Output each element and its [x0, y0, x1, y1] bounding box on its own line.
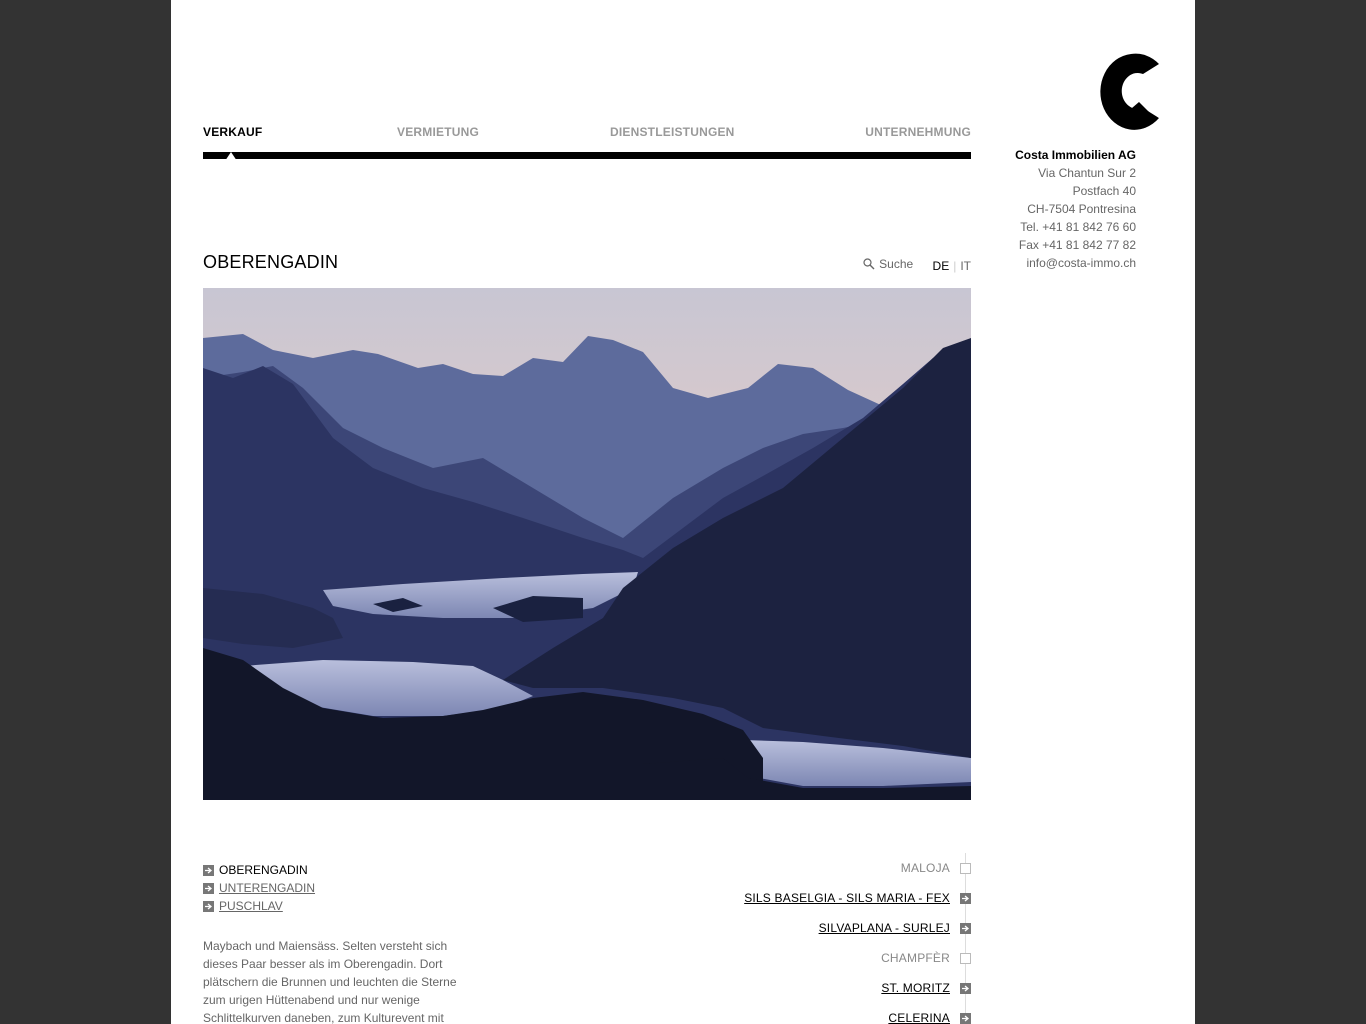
- empty-box-icon: [960, 953, 971, 964]
- arrow-right-box-icon: [203, 901, 214, 912]
- header-tools: [863, 257, 971, 273]
- lang-it[interactable]: IT: [960, 259, 971, 273]
- arrow-right-box-icon: [203, 865, 214, 876]
- page-container: [171, 0, 1195, 1024]
- place-label: ST. MORITZ: [881, 981, 950, 995]
- region-label: PUSCHLAV: [219, 899, 283, 913]
- nav-dienstleistungen[interactable]: DIENSTLEISTUNGEN: [610, 125, 735, 139]
- place-item-silvaplana[interactable]: [819, 919, 971, 937]
- region-description: Maybach und Maiensäss. Selten versteht sich dieses Paar besser als im Oberengadin. Dort plätschern die Brunnen und leuchten die Sterne zum urigen Hüttenabend und nur wenige Schlittelkurven daneben, zum Kulturevent mit: [203, 939, 457, 1024]
- company-address: [971, 146, 1136, 272]
- place-label: SILS BASELGIA - SILS MARIA - FEX: [744, 891, 950, 905]
- main-navigation: [203, 125, 971, 139]
- places-divider: [965, 853, 966, 1024]
- arrow-right-box-icon: [960, 893, 971, 904]
- arrow-right-box-icon: [960, 983, 971, 994]
- empty-box-icon: [960, 863, 971, 874]
- arrow-right-box-icon: [203, 883, 214, 894]
- place-label: CELERINA: [888, 1011, 950, 1024]
- place-item-celerina[interactable]: [888, 1009, 971, 1024]
- region-label: OBERENGADIN: [219, 863, 308, 877]
- costa-logo[interactable]: [1095, 52, 1167, 132]
- hero-landscape-image: [203, 288, 971, 800]
- search-link[interactable]: [863, 257, 913, 271]
- search-label: Suche: [879, 257, 914, 271]
- language-switcher: [933, 259, 971, 273]
- page-title: OBERENGADIN: [203, 252, 339, 272]
- lang-separator: |: [953, 259, 957, 273]
- company-postbox: Postfach 40: [1072, 184, 1136, 198]
- place-label: CHAMPFÈR: [881, 951, 950, 965]
- region-item-puschlav[interactable]: [203, 897, 315, 915]
- place-item-st-moritz[interactable]: [881, 979, 971, 997]
- company-tel: Tel. +41 81 842 76 60: [1020, 220, 1136, 234]
- place-item-sils[interactable]: [744, 889, 971, 907]
- lang-de[interactable]: DE: [932, 259, 950, 273]
- nav-vermietung[interactable]: VERMIETUNG: [397, 125, 480, 139]
- company-fax: Fax +41 81 842 77 82: [1018, 238, 1136, 252]
- arrow-right-box-icon: [960, 1013, 971, 1024]
- region-label: UNTERENGADIN: [219, 881, 316, 895]
- nav-indicator-bar: [203, 152, 971, 161]
- company-street: Via Chantun Sur 2: [1038, 166, 1136, 180]
- region-item-unterengadin[interactable]: [203, 879, 315, 897]
- place-item-maloja[interactable]: [901, 859, 971, 877]
- arrow-right-box-icon: [960, 923, 971, 934]
- nav-verkauf[interactable]: VERKAUF: [203, 125, 263, 139]
- region-list: [203, 861, 315, 915]
- place-item-champfer[interactable]: [881, 949, 971, 967]
- search-icon: [863, 258, 875, 270]
- company-name: Costa Immobilien AG: [1015, 148, 1136, 162]
- nav-unternehmung[interactable]: UNTERNEHMUNG: [865, 125, 971, 139]
- company-email-link[interactable]: info@costa-immo.ch: [1026, 256, 1136, 270]
- place-label: SILVAPLANA - SURLEJ: [818, 921, 950, 935]
- region-item-oberengadin[interactable]: [203, 861, 315, 879]
- place-label: MALOJA: [900, 861, 950, 875]
- company-city: CH-7504 Pontresina: [1027, 202, 1136, 216]
